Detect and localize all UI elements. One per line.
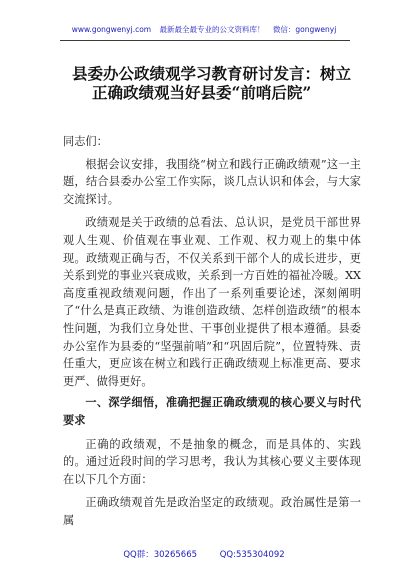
footer-qq: QQ:535304092 bbox=[219, 550, 285, 560]
header-divider bbox=[60, 40, 350, 41]
salutation: 同志们： bbox=[63, 135, 108, 148]
paragraph-3: 正确的政绩观，不是抽象的概念，而是具体的、实践的。通过近段时间的学习思考，我认为其核心要义主要体现在以下几个方面： bbox=[63, 437, 361, 486]
title-line-1: 县委办公政绩观学习教育研讨发言：树立 bbox=[72, 64, 352, 83]
page-header bbox=[0, 24, 408, 35]
title-line-2: 正确政绩观当好县委“前哨后院” bbox=[92, 83, 312, 102]
header-site[interactable]: www.gongwenyj.com bbox=[71, 25, 152, 34]
section-heading-1: 一、深学细悟，准确把握正确政绩观的核心要义与时代要求 bbox=[63, 395, 361, 427]
document-title bbox=[72, 64, 364, 102]
paragraph-2: 政绩观是关于政绩的总看法、总认识，是党员干部世界观人生观、价值观在事业观、工作观、权力观上的集中体现。政绩观正确与否，不仅关系到干部个人的成长进步，更关系到党的事业兴衰成败，关系到一方百姓的福祉冷暖。XX高度重视政绩观问题，作出了一系列重要论述，深刻阐明了“什么是真正政绩、为谁创造政绩、怎样创造政绩”的根本性问题，为我们立身处世、干事创业提供了根本遵循。县委办公室作为县委的“坚强前哨”和“巩固后院”，位置特殊、责任重大，更应该在树立和践行正确政绩观上标准更高、要求更严、做得更好。 bbox=[63, 216, 361, 388]
paragraph-4: 正确政绩观首先是政治坚定的政绩观。政治属性是第一属 bbox=[63, 496, 361, 527]
page-footer bbox=[0, 548, 408, 560]
footer-qq-group: QQ群：30265665 bbox=[123, 550, 198, 560]
header-wechat: 微信：gongwenyj bbox=[272, 25, 337, 34]
header-slogan: 最新最全最专业的公文资料库！ bbox=[159, 25, 265, 34]
paragraph-1: 根据会议安排，我围绕“树立和践行正确政绩观”这一主题，结合县委办公室工作实际，谈几点认识和体会，与大家交流探讨。 bbox=[63, 157, 361, 206]
document-body bbox=[63, 133, 361, 529]
